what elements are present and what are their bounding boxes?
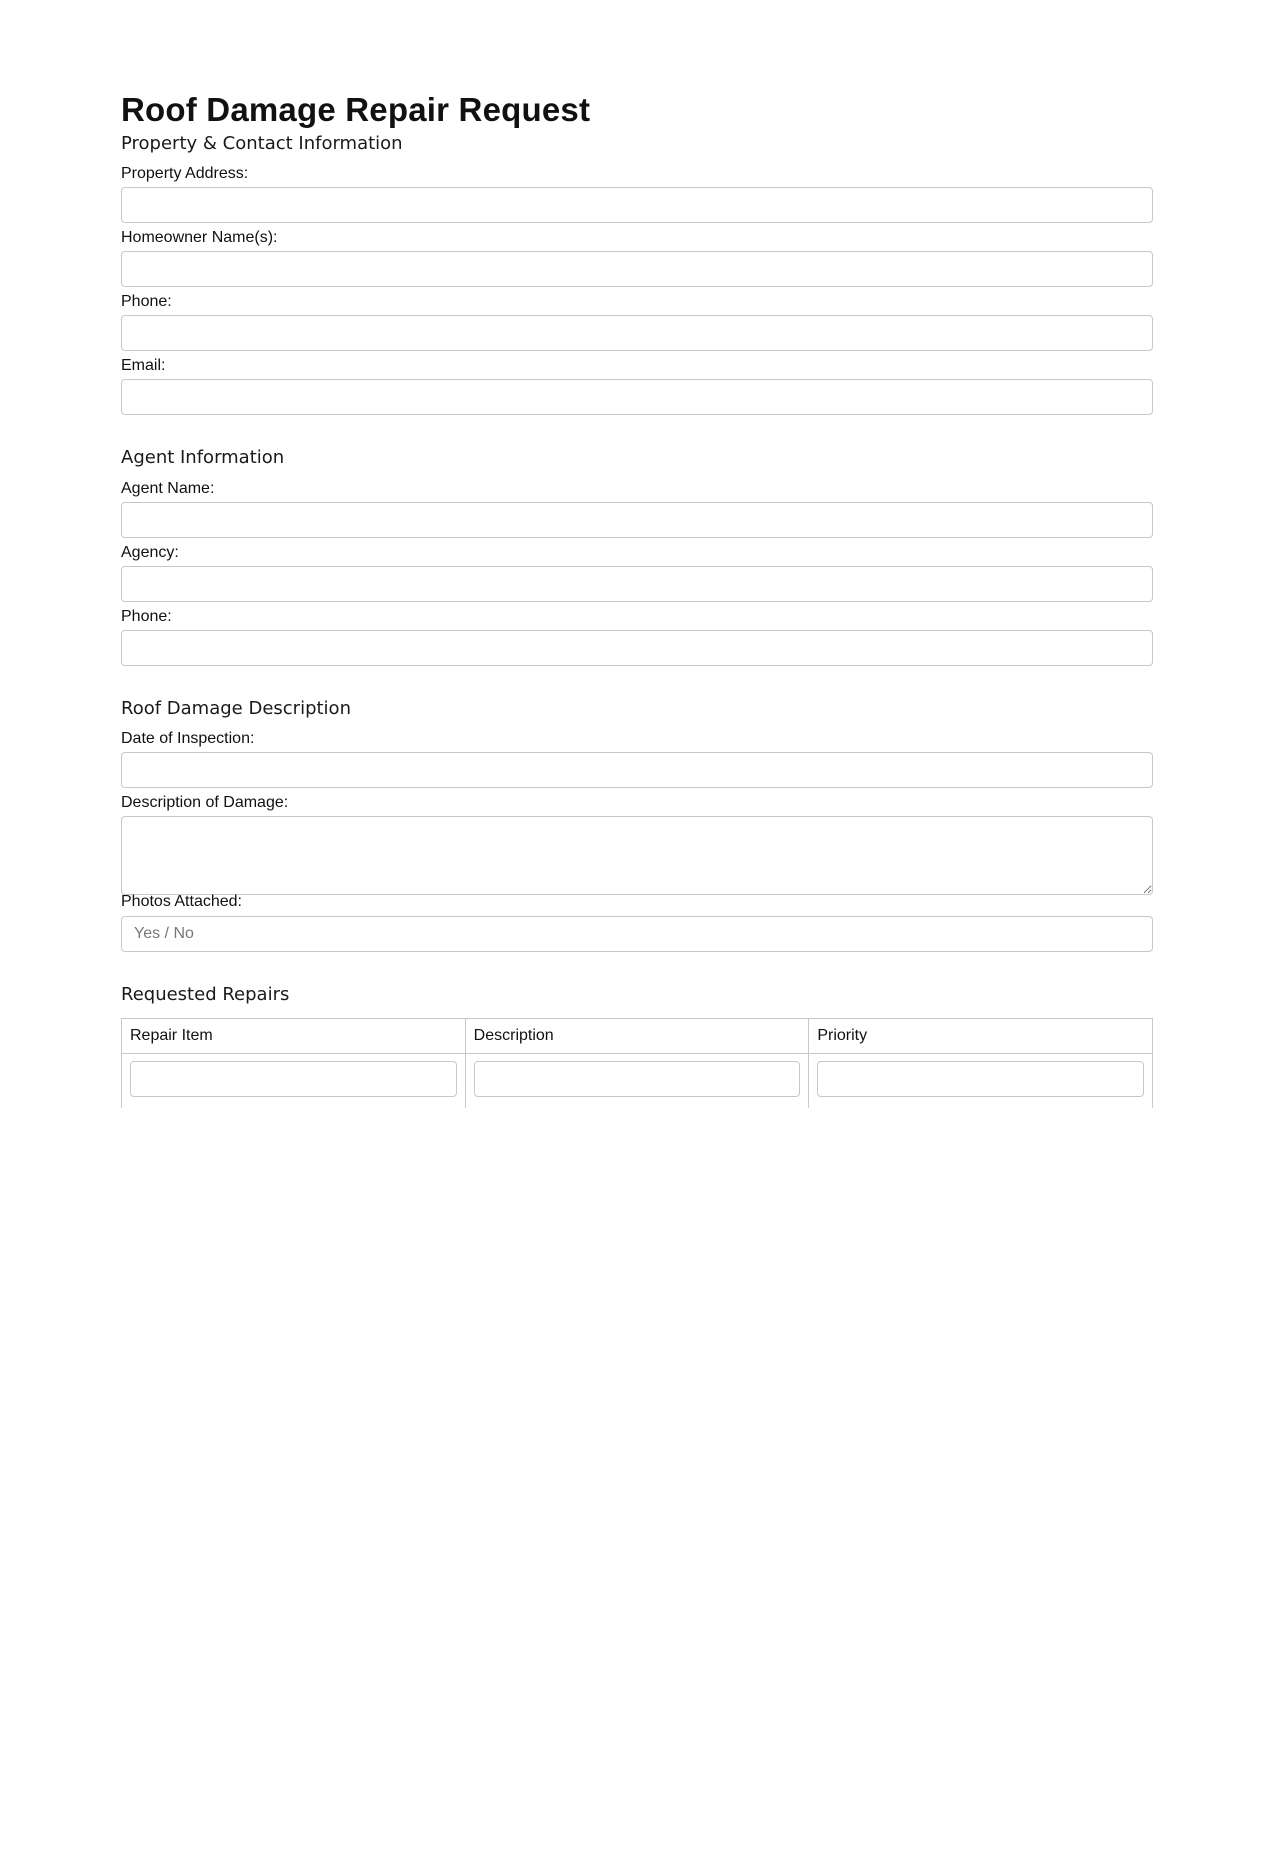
homeowner-names-input[interactable] (121, 251, 1153, 287)
homeowner-email-input[interactable] (121, 379, 1153, 415)
repair-description-cell (465, 1054, 809, 1109)
agent-name-input[interactable] (121, 502, 1153, 538)
repair-priority-input[interactable] (817, 1061, 1144, 1097)
form-title: Roof Damage Repair Request (121, 91, 591, 128)
property-address-label: Property Address: (121, 165, 249, 182)
repairs-table-container (121, 1018, 1153, 1108)
repairs-table (121, 1018, 1153, 1108)
homeowner-names-label: Homeowner Name(s): (121, 229, 278, 246)
agent-name-label: Agent Name: (121, 480, 215, 497)
repair-description-input[interactable] (474, 1061, 801, 1097)
repair-item-input[interactable] (130, 1061, 457, 1097)
repair-priority-cell (809, 1054, 1153, 1109)
inspection-date-input[interactable] (121, 752, 1153, 788)
repairs-table-header-row (122, 1019, 1153, 1054)
section-heading-agent: Agent Information (121, 447, 285, 468)
repair-item-cell (122, 1054, 466, 1109)
homeowner-email-label: Email: (121, 357, 166, 374)
homeowner-phone-label: Phone: (121, 293, 172, 310)
agent-phone-label: Phone: (121, 608, 172, 625)
agent-phone-input[interactable] (121, 630, 1153, 666)
agency-label: Agency: (121, 544, 179, 561)
agency-input[interactable] (121, 566, 1153, 602)
inspection-date-label: Date of Inspection: (121, 730, 255, 747)
table-row (122, 1054, 1153, 1109)
column-header-priority: Priority (809, 1019, 1153, 1054)
property-address-input[interactable] (121, 187, 1153, 223)
section-heading-property-contact: Property & Contact Information (121, 133, 403, 154)
column-header-description: Description (465, 1019, 809, 1054)
section-heading-repairs: Requested Repairs (121, 984, 290, 1005)
damage-description-textarea[interactable] (121, 816, 1153, 895)
photos-attached-input[interactable] (121, 916, 1153, 952)
homeowner-phone-input[interactable] (121, 315, 1153, 351)
photos-attached-label: Photos Attached: (121, 893, 242, 910)
column-header-repair-item: Repair Item (122, 1019, 466, 1054)
damage-description-label: Description of Damage: (121, 794, 289, 811)
section-heading-damage: Roof Damage Description (121, 698, 351, 719)
